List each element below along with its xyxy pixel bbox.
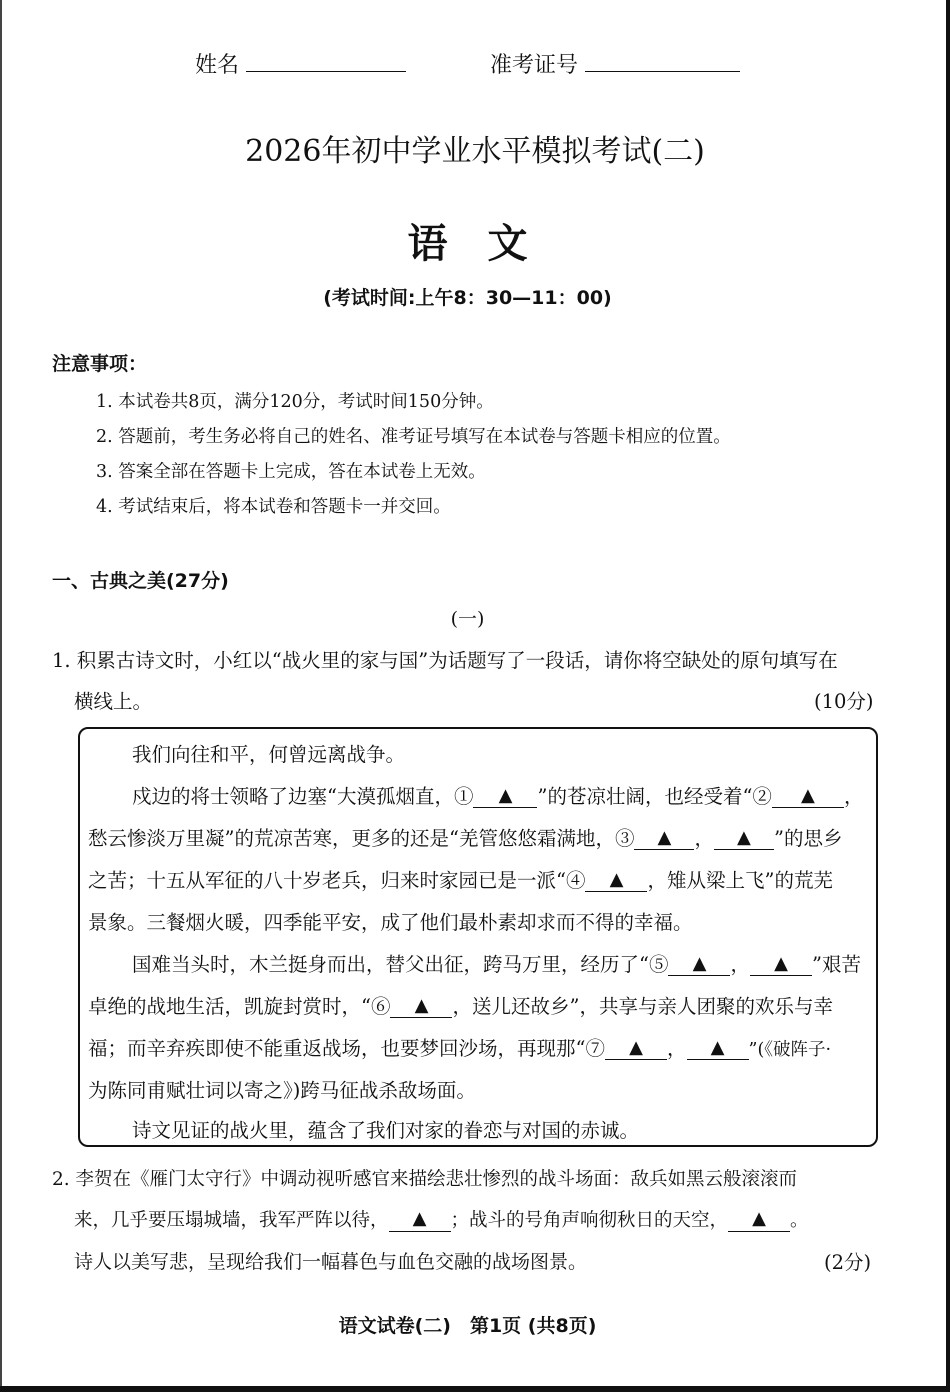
q2-prompt-line3: 诗人以美写悲，呈现给我们一幅暮色与血色交融的战场图景。 [74,1251,588,1273]
blank-7b[interactable]: ▲ [687,1039,749,1060]
passage-text: ”(《破阵子· [748,1040,832,1060]
passage-text: ， [694,827,714,850]
passage-line [88,1075,476,1103]
passage-line [132,739,405,767]
passage-line [132,1115,639,1143]
scan-edge-left [0,0,2,1392]
passage-text: 景象。三餐烟火暖，四季能平安，成了他们最朴素却求而不得的幸福。 [88,911,693,934]
passage-text: ，送儿还故乡”，共享与亲人团聚的欢乐与幸 [452,995,833,1018]
page-footer: 语文试卷(二) 第1页 (共8页) [338,1315,597,1337]
exam-id-underline[interactable] [585,49,740,72]
blank-2a[interactable]: ▲ [772,787,844,808]
name-underline[interactable] [246,49,406,72]
blank-6[interactable]: ▲ [390,997,452,1018]
passage-text: ， [666,1037,687,1060]
scan-edge-bottom [0,1386,950,1392]
q1-prompt-line2: 横线上。 [74,690,153,713]
passage-line [132,949,861,977]
passage-text: 为陈同甫赋壮词以寄之》)跨马征战杀敌场面。 [88,1079,476,1102]
blank-5a[interactable]: ▲ [668,955,730,976]
passage-line [88,1033,831,1061]
passage-text: ”艰苦 [812,953,861,976]
subject-title: 语 文 [407,221,528,267]
passage-line [88,823,842,851]
passage-text: 戍边的将士领略了边塞“大漠孤烟直，① [132,785,474,808]
q2-blank-2[interactable]: ▲ [728,1212,790,1232]
exam-id-label: 准考证号 [490,53,579,78]
notes-item: 2. 答题前，考生务必将自己的姓名、准考证号填写在本试卷与答题卡相应的位置。 [96,427,731,447]
notes-item: 4. 考试结束后，将本试卷和答题卡一并交回。 [96,497,451,517]
passage-text: 我们向往和平，何曾远离战争。 [132,743,406,766]
subsection-title: (一) [450,608,485,630]
exam-title: 2026年初中学业水平模拟考试(二) [245,134,705,169]
passage-box [78,727,878,1147]
passage-text: 诗文见证的战火里，蕴含了我们对家的眷恋与对国的赤诚。 [132,1119,640,1142]
scan-edge-right [946,0,950,1392]
blank-4[interactable]: ▲ [585,871,647,892]
name-field [195,48,406,79]
passage-text: ”的苍凉壮阔，也经受着“② [537,785,772,808]
notes-item: 3. 答案全部在答题卡上完成，答在本试卷上无效。 [96,462,486,482]
passage-text: ，雉从梁上飞”的荒芜 [647,869,833,892]
passage-text: 之苦；十五从军征的八十岁老兵，归来时家园已是一派“④ [88,869,586,892]
notes-title: 注意事项： [52,353,148,375]
blank-7a[interactable]: ▲ [605,1039,667,1060]
q2-prompt-line1: 2. 李贺在《雁门太守行》中调动视听感官来描绘悲壮惨烈的战斗场面：敌兵如黑云般滚滚而 [52,1169,798,1190]
q2-text: 来，几乎要压塌城墙，我军严阵以待， [74,1210,389,1231]
name-label: 姓名 [195,53,240,78]
passage-line [88,865,833,893]
q1-prompt-line1: 1. 积累古诗文时，小红以“战火里的家与国”为话题写了一段话，请你将空缺处的原句填写在 [52,649,838,672]
passage-text: 福；而辛弃疾即使不能重返战场，也要梦回沙场，再现那“⑦ [88,1037,605,1060]
blank-3b[interactable]: ▲ [714,829,774,850]
passage-text: ， [843,785,864,808]
blank-5b[interactable]: ▲ [750,955,812,976]
passage-text: 愁云惨淡万里凝”的荒凉苦寒，更多的还是“羌管悠悠霜满地，③ [88,827,635,850]
notes-item: 1. 本试卷共8页，满分120分，考试时间150分钟。 [96,392,494,412]
section-title: 一、古典之美(27分) [52,570,229,592]
q2-text: 。 [790,1210,809,1231]
passage-text: 卓绝的战地生活，凯旋封赏时，“⑥ [88,995,391,1018]
blank-3a[interactable]: ▲ [634,829,694,850]
passage-text: ， [730,953,750,976]
passage-text: 国难当头时，木兰挺身而出，替父出征，跨马万里，经历了“⑤ [132,953,669,976]
blank-1[interactable]: ▲ [473,787,537,808]
q2-score: (2分) [824,1251,872,1274]
exam-time: (考试时间:上午8：30—11：00) [323,287,612,309]
q2-text: ；战斗的号角声响彻秋日的天空， [450,1210,729,1231]
exam-id-field [490,48,740,79]
passage-line [88,907,693,935]
passage-line [88,991,833,1019]
q1-score: (10分) [814,690,874,713]
passage-text: ”的思乡 [773,827,843,850]
q2-blank-1[interactable]: ▲ [389,1212,451,1232]
q2-prompt-line2 [74,1206,809,1232]
passage-line [132,781,863,809]
